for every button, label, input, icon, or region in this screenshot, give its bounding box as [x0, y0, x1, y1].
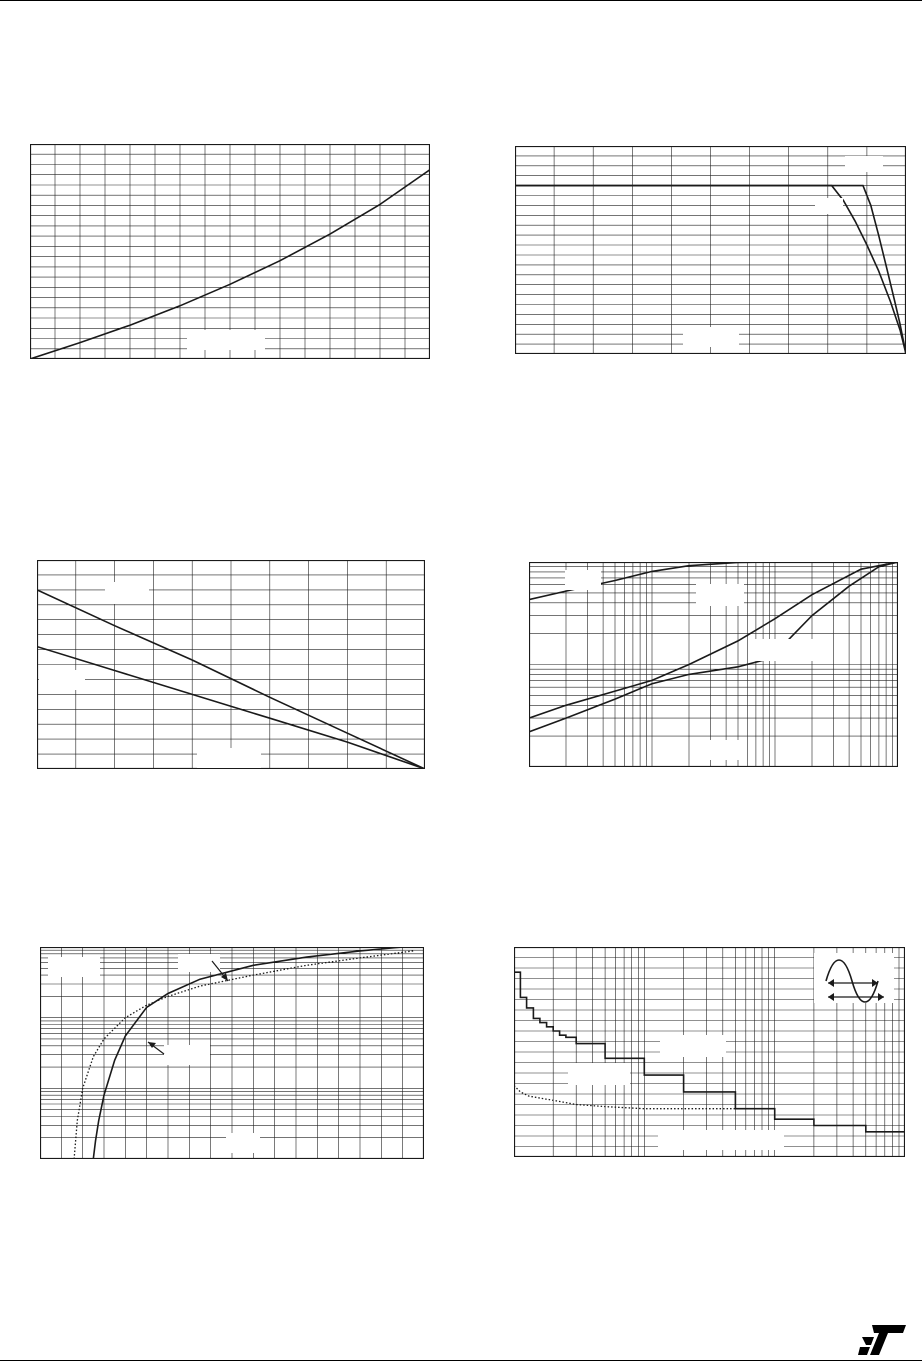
chart-5-label-box-2 — [164, 1045, 210, 1065]
chart-panel-2 — [515, 146, 906, 354]
chart-panel-4 — [529, 562, 898, 767]
chart-panel-6 — [514, 947, 905, 1157]
st-logo — [858, 1323, 908, 1357]
chart-5-svg — [40, 947, 424, 1159]
chart-1-svg — [30, 144, 430, 359]
chart-3-label-box-2 — [197, 748, 261, 768]
chart-4-label-box-3 — [703, 740, 745, 760]
chart-3-svg — [37, 560, 425, 769]
chart-3-label-box-1 — [39, 670, 85, 690]
chart-5-label-box-0 — [48, 957, 100, 977]
st-logo-mark — [858, 1323, 908, 1357]
chart-4-svg — [529, 562, 898, 767]
chart-4-label-box-2 — [751, 639, 819, 661]
chart-2-svg — [515, 146, 906, 354]
chart-3-label-box-0 — [105, 582, 149, 604]
chart-6-label-box-2 — [658, 1130, 784, 1150]
chart-6-label-box-1 — [568, 1063, 630, 1085]
chart-panel-5 — [40, 947, 424, 1159]
chart-2-label-box-1 — [815, 198, 843, 214]
bottom-rule — [0, 1360, 922, 1361]
chart-6-svg — [514, 947, 905, 1157]
chart-4-label-box-1 — [696, 584, 744, 606]
chart-5-label-box-3 — [226, 1133, 260, 1153]
chart-6-label-box-3 — [814, 953, 894, 1003]
chart-2-label-box-2 — [683, 327, 739, 347]
chart-panel-3 — [37, 560, 425, 769]
chart-2-label-box-0 — [845, 156, 883, 172]
chart-1-label-box-0 — [187, 330, 265, 350]
chart-4-label-box-0 — [565, 570, 601, 590]
chart-6-label-box-0 — [660, 1035, 726, 1057]
top-rule — [0, 0, 922, 1]
chart-panel-1 — [30, 144, 430, 359]
